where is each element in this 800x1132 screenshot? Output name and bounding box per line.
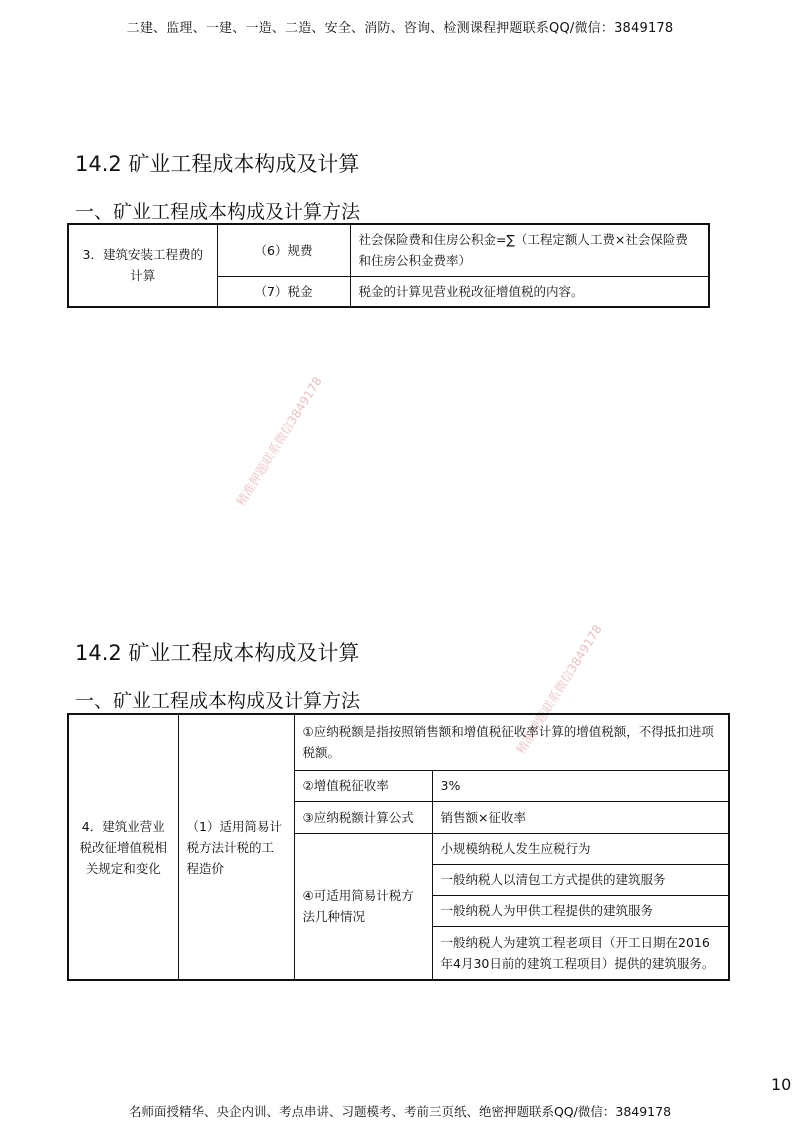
table-content-cell: 社会保险费和住房公积金=∑（工程定额人工费×社会保险费和住房公积金费率） [350, 224, 709, 276]
cost-table-1 [67, 223, 710, 308]
definition-cell: ①应纳税额是指按照销售额和增值税征收率计算的增值税额，不得抵扣进项税额。 [294, 714, 729, 770]
watermark: 精准押题联系微信3849178 [233, 374, 325, 509]
table-item-cell: （7）税金 [217, 276, 350, 307]
cases-label-cell: ④可适用简易计税方法几种情况 [294, 833, 432, 980]
page-header: 二建、监理、一建、一造、二造、安全、消防、咨询、检测课程押题联系QQ/微信：3849178 [126, 21, 674, 36]
rate-label-cell: ②增值税征收率 [294, 770, 432, 801]
rate-value-cell: 3% [432, 770, 729, 801]
table-item-cell: （6）规费 [217, 224, 350, 276]
section-title: 14.2 矿业工程成本构成及计算 [75, 152, 360, 176]
section-title: 14.2 矿业工程成本构成及计算 [75, 641, 360, 665]
formula-label-cell: ③应纳税额计算公式 [294, 801, 432, 833]
table-category-cell: 3．建筑安装工程费的计算 [68, 224, 217, 307]
page-number: 10 [771, 1075, 792, 1094]
case-cell: 一般纳税人为甲供工程提供的建筑服务 [432, 895, 729, 926]
table-category-cell: 4．建筑业营业税改征增值税相关规定和变化 [68, 714, 178, 980]
cost-table-2 [67, 713, 730, 981]
subtitle: 一、矿业工程成本构成及计算方法 [75, 201, 361, 223]
page-footer: 名师面授精华、央企内训、考点串讲、习题模考、考前三页纸、绝密押题联系QQ/微信：3849178 [128, 1104, 672, 1119]
watermark: 精准押题联系微信3849178 [513, 622, 605, 757]
case-cell: 小规模纳税人发生应税行为 [432, 833, 729, 864]
formula-value-cell: 销售额×征收率 [432, 801, 729, 833]
subtitle: 一、矿业工程成本构成及计算方法 [75, 690, 361, 712]
table-method-cell: （1）适用简易计税方法计税的工程造价 [178, 714, 294, 980]
case-cell: 一般纳税人为建筑工程老项目（开工日期在2016年4月30日前的建筑工程项目）提供的建筑服务。 [432, 926, 729, 980]
case-cell: 一般纳税人以清包工方式提供的建筑服务 [432, 864, 729, 895]
table-content-cell: 税金的计算见营业税改征增值税的内容。 [350, 276, 709, 307]
